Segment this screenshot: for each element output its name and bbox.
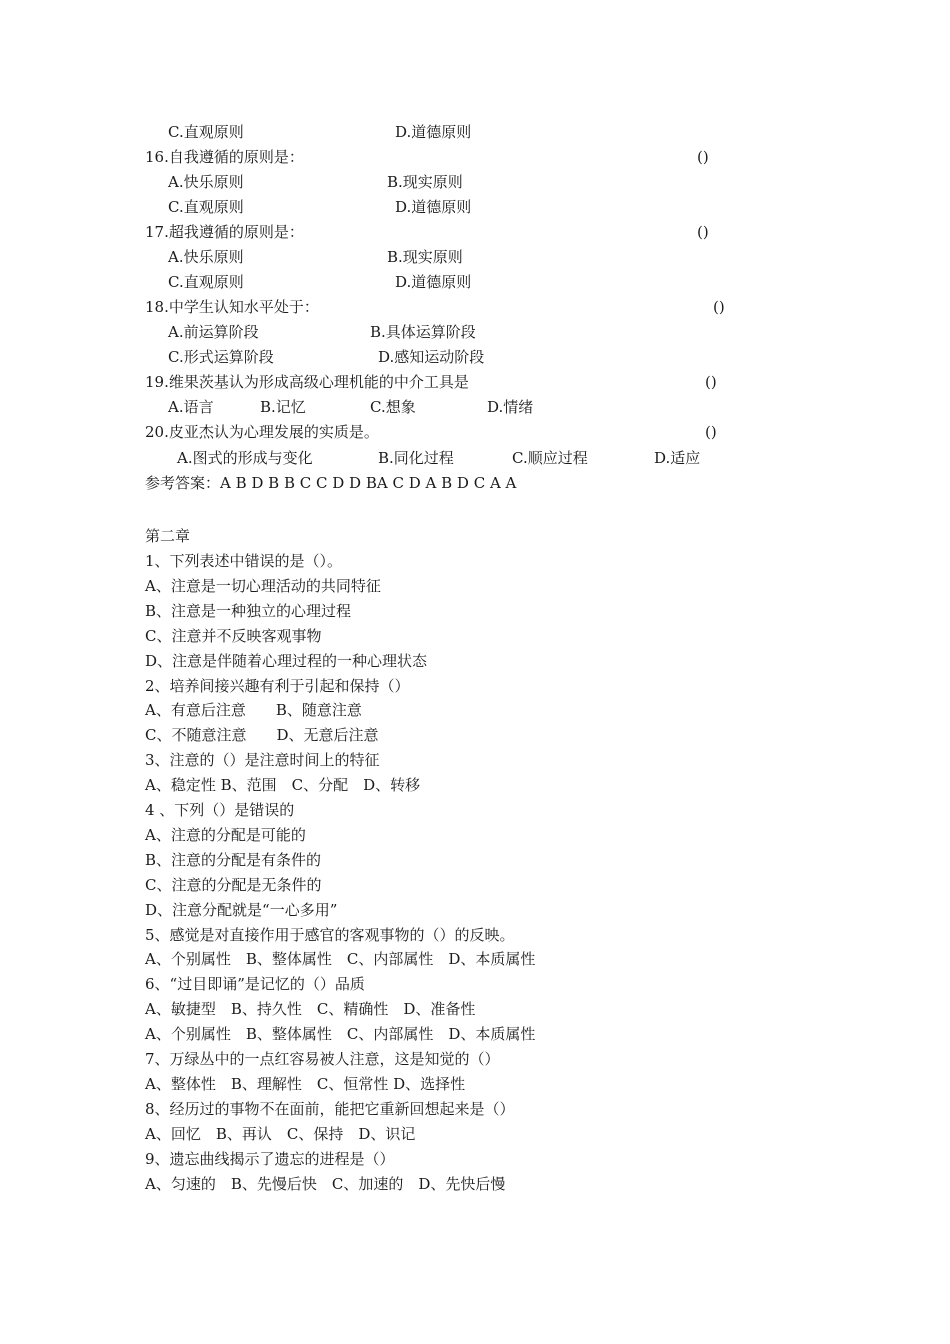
q17-option-a: A.快乐原则 [168,248,244,266]
q20-option-b: B.同化过程 [378,449,454,467]
q20-answer-blank: () [705,423,717,441]
chapter2-line: B、注意的分配是有条件的 [145,850,322,869]
q17-stem: 17.超我遵循的原则是： [145,223,304,241]
chapter2-line: 6、“过目即诵”是记忆的（）品质 [145,975,365,994]
q20-option-d: D.适应 [654,449,701,467]
chapter2-line: A、注意的分配是可能的 [145,825,306,844]
q17-option-b: B.现实原则 [387,248,463,266]
chapter2-line: 8、经历过的事物不在面前，能把它重新回想起来是（） [145,1099,515,1118]
q20-option-a: A.图式的形成与变化 [177,449,313,467]
q18-option-c: C.形式运算阶段 [168,348,274,366]
q19-answer-blank: () [705,373,717,391]
q17-option-c: C.直观原则 [168,273,244,291]
chapter2-line: A、个别属性 B、整体属性 C、内部属性 D、本质属性 [145,1025,536,1044]
q15-option-c: C.直观原则 [168,123,244,141]
chapter2-line: C、注意并不反映客观事物 [145,626,322,645]
chapter2-line: B、注意是一种独立的心理过程 [145,601,352,620]
reference-answers: 参考答案：A B D B B C C D D BA C D A B D C A A [145,474,517,492]
chapter2-line: A、匀速的 B、先慢后快 C、加速的 D、先快后慢 [145,1174,506,1193]
q20-option-c: C.顺应过程 [512,449,588,467]
chapter2-line: 7、万绿丛中的一点红容易被人注意，这是知觉的（） [145,1050,500,1068]
chapter2-line: 3、注意的（）是注意时间上的特征 [145,751,380,770]
chapter2-line: A、整体性 B、理解性 C、恒常性 D、选择性 [145,1074,466,1093]
q18-stem: 18.中学生认知水平处于： [145,298,319,316]
q15-option-d: D.道德原则 [395,123,472,141]
chapter2-line: 9、遗忘曲线揭示了遗忘的进程是（） [145,1149,395,1168]
q16-option-d: D.道德原则 [395,198,472,216]
chapter2-line: 5、感觉是对直接作用于感官的客观事物的（）的反映。 [145,925,515,944]
q17-option-d: D.道德原则 [395,273,472,291]
chapter-title: 第二章 [145,527,191,545]
chapter2-line: 4 、下列（）是错误的 [145,801,295,819]
chapter2-line: C、不随意注意 D、无意后注意 [145,726,379,745]
chapter2-line: A、有意后注意 B、随意注意 [145,701,362,720]
q18-option-d: D.感知运动阶段 [378,348,485,366]
q16-option-b: B.现实原则 [387,173,463,191]
chapter2-line: A、注意是一切心理活动的共同特征 [145,576,381,595]
chapter2-line: A、稳定性 B、范围 C、分配 D、转移 [145,776,421,795]
q16-option-c: C.直观原则 [168,198,244,216]
q17-answer-blank: () [697,223,709,241]
chapter2-line: D、注意分配就是“一心多用” [145,900,338,919]
q18-answer-blank: () [713,298,725,316]
q18-option-a: A.前运算阶段 [168,323,259,341]
chapter2-line: 2、培养间接兴趣有利于引起和保持（） [145,676,410,695]
q19-option-b: B.记忆 [260,398,306,416]
chapter2-line: 1、下列表述中错误的是（）。 [145,552,343,570]
chapter2-line: A、回忆 B、再认 C、保持 D、识记 [145,1124,416,1143]
q16-stem: 16.自我遵循的原则是： [145,148,304,166]
q16-answer-blank: () [697,148,709,166]
q18-option-b: B.具体运算阶段 [370,323,476,341]
q20-stem: 20.皮亚杰认为心理发展的实质是。 [145,423,379,441]
q19-option-c: C.想象 [370,398,416,416]
q19-option-a: A.语言 [168,398,214,416]
chapter2-line: A、个别属性 B、整体属性 C、内部属性 D、本质属性 [145,950,536,969]
q16-option-a: A.快乐原则 [168,173,244,191]
chapter2-line: A、敏捷型 B、持久性 C、精确性 D、准备性 [145,1000,476,1019]
q19-option-d: D.情绪 [487,398,534,416]
chapter2-line: C、注意的分配是无条件的 [145,875,322,894]
q19-stem: 19.维果茨基认为形成高级心理机能的中介工具是 [145,373,469,391]
chapter2-line: D、注意是伴随着心理过程的一种心理状态 [145,651,428,670]
